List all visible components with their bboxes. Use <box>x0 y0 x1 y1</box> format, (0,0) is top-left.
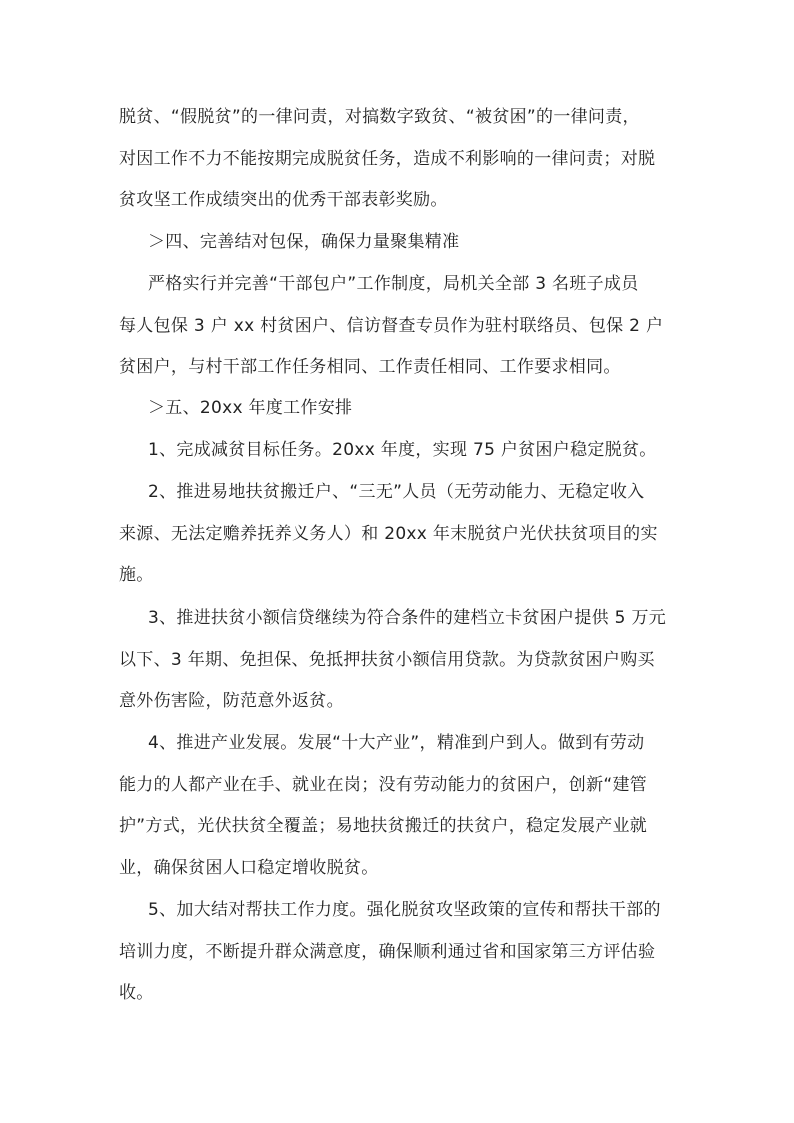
text-line: 贫攻坚工作成绩突出的优秀干部表彰奖励。 <box>119 190 448 210</box>
text-line: 2、推进易地扶贫搬迁户、“三无”人员（无劳动能力、无稳定收入 <box>148 482 645 502</box>
text-line: 护”方式，光伏扶贫全覆盖；易地扶贫搬迁的扶贫户，稳定发展产业就 <box>119 816 648 836</box>
text-line: 收。 <box>119 983 154 1003</box>
paragraph-cadre-household <box>119 264 675 389</box>
text-line: 贫困户，与村干部工作任务相同、工作责任相同、工作要求相同。 <box>119 357 621 377</box>
paragraph-accountability <box>119 97 675 222</box>
list-item-5 <box>119 890 675 1015</box>
text-line: 业，确保贫困人口稳定增收脱贫。 <box>119 857 379 878</box>
list-item-3 <box>119 598 675 723</box>
text-line: 以下、3 年期、免担保、免抵押扶贫小额信用贷款。为贷款贫困户购买 <box>119 649 655 670</box>
heading-text: ＞四、完善结对包保，确保力量聚集精准 <box>148 232 460 252</box>
text-line: 对因工作不力不能按期完成脱贫任务，造成不利影响的一律问责；对脱 <box>119 148 656 169</box>
list-item-4 <box>119 723 675 889</box>
text-line: 4、推进产业发展。发展“十大产业”，精准到户到人。做到有劳动 <box>148 733 645 753</box>
text-line: 脱贫、“假脱贫”的一律问责，对搞数字致贫、“被贫困”的一律问责， <box>119 107 640 127</box>
text-line: 意外伤害险，防范意外返贫。 <box>119 691 344 711</box>
text-line: 施。 <box>119 565 154 585</box>
list-item-2 <box>119 472 675 597</box>
text-line: 每人包保 3 户 xx 村贫困户、信访督查专员作为驻村联络员、包保 2 户 <box>119 315 664 336</box>
text-line: 严格实行并完善“干部包户”工作制度，局机关全部 3 名班子成员 <box>148 274 639 294</box>
list-item-1 <box>119 430 675 472</box>
text-line: 1、完成减贫目标任务。20xx 年度，实现 75 户贫困户稳定脱贫。 <box>148 440 657 460</box>
heading-text: ＞五、20xx 年度工作安排 <box>148 398 353 418</box>
section-heading-5 <box>119 388 675 430</box>
text-line: 培训力度，不断提升群众满意度，确保顺利通过省和国家第三方评估验 <box>119 941 656 962</box>
text-line: 5、加大结对帮扶工作力度。强化脱贫攻坚政策的宣传和帮扶干部的 <box>148 900 661 920</box>
text-line: 3、推进扶贫小额信贷继续为符合条件的建档立卡贫困户提供 5 万元 <box>148 608 667 628</box>
text-line: 能力的人都产业在手、就业在岗；没有劳动能力的贫困户，创新“建管 <box>119 774 648 795</box>
section-heading-4 <box>119 222 675 264</box>
text-line: 来源、无法定赡养抚养义务人）和 20xx 年末脱贫户光伏扶贫项目的实 <box>119 523 658 544</box>
